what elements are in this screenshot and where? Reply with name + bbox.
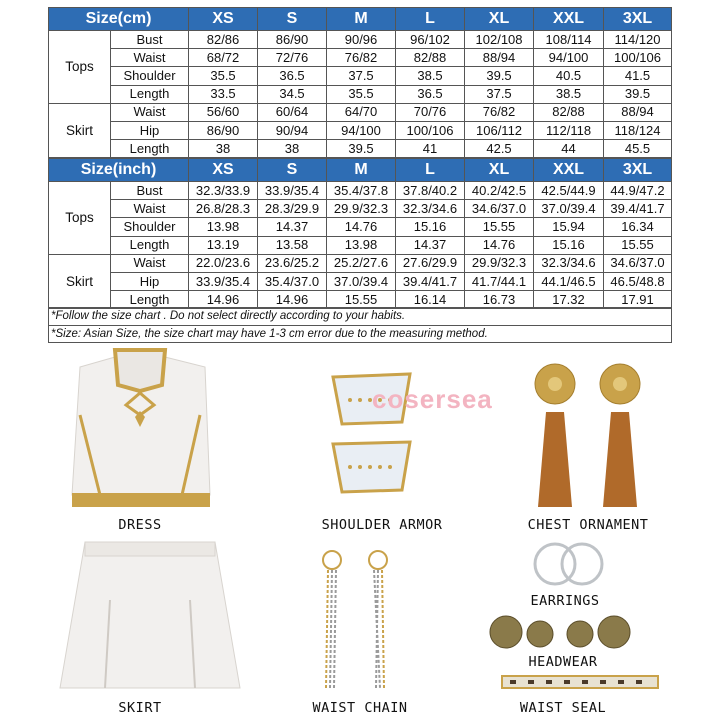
size-notes [48, 307, 672, 343]
value-cell: 38.5 [396, 67, 465, 85]
value-cell: 29.9/32.3 [465, 254, 534, 272]
value-cell: 37.8/40.2 [396, 182, 465, 200]
value-cell: 64/70 [327, 103, 396, 121]
value-cell: 76/82 [465, 103, 534, 121]
value-cell: 86/90 [258, 31, 327, 49]
value-cell: 23.6/25.2 [258, 254, 327, 272]
value-cell: 15.55 [465, 218, 534, 236]
item-label-chest-ornament: CHEST ORNAMENT [527, 517, 649, 533]
value-cell: 35.5 [327, 85, 396, 103]
item-label-headwear: HEADWEAR [528, 654, 598, 670]
value-cell: 15.16 [534, 236, 604, 254]
value-cell: 17.91 [604, 291, 672, 309]
value-cell: 37.5 [327, 67, 396, 85]
value-cell: 44.9/47.2 [604, 182, 672, 200]
value-cell: 41.5 [604, 67, 672, 85]
table-row [49, 200, 672, 218]
value-cell: 56/60 [189, 103, 258, 121]
value-cell: 32.3/34.6 [534, 254, 604, 272]
value-cell: 34.6/37.0 [465, 200, 534, 218]
measure-label-cell: Length [111, 140, 189, 158]
value-cell: 100/106 [396, 121, 465, 139]
value-cell: 16.34 [604, 218, 672, 236]
value-cell: 25.2/27.6 [327, 254, 396, 272]
header-size-cell: S [258, 8, 327, 31]
value-cell: 42.5/44.9 [534, 182, 604, 200]
value-cell: 14.96 [258, 291, 327, 309]
item-label-shoulder-armor: SHOULDER ARMOR [321, 517, 443, 533]
value-cell: 16.14 [396, 291, 465, 309]
header-unit-cell: Size(cm) [49, 8, 189, 31]
value-cell: 40.5 [534, 67, 604, 85]
value-cell: 88/94 [604, 103, 672, 121]
table-row [49, 272, 672, 290]
table-header-row [49, 159, 672, 182]
value-cell: 44 [534, 140, 604, 158]
value-cell: 39.5 [327, 140, 396, 158]
value-cell: 114/120 [604, 31, 672, 49]
value-cell: 94/100 [534, 49, 604, 67]
value-cell: 45.5 [604, 140, 672, 158]
value-cell: 41.7/44.1 [465, 272, 534, 290]
value-cell: 29.9/32.3 [327, 200, 396, 218]
value-cell: 39.5 [465, 67, 534, 85]
value-cell: 94/100 [327, 121, 396, 139]
value-cell: 82/86 [189, 31, 258, 49]
header-size-cell: M [327, 159, 396, 182]
item-label-skirt: SKIRT [118, 700, 162, 716]
value-cell: 86/90 [189, 121, 258, 139]
value-cell: 32.3/33.9 [189, 182, 258, 200]
header-size-cell: XS [189, 159, 258, 182]
header-size-cell: 3XL [604, 8, 672, 31]
skirt-image [50, 540, 250, 695]
table-row [49, 31, 672, 49]
header-size-cell: XXL [534, 159, 604, 182]
value-cell: 36.5 [396, 85, 465, 103]
size-table-inch [48, 158, 672, 309]
header-size-cell: S [258, 159, 327, 182]
value-cell: 36.5 [258, 67, 327, 85]
measure-label-cell: Waist [111, 200, 189, 218]
table-row [49, 121, 672, 139]
value-cell: 17.32 [534, 291, 604, 309]
value-cell: 22.0/23.6 [189, 254, 258, 272]
measure-label-cell: Waist [111, 49, 189, 67]
header-size-cell: 3XL [604, 159, 672, 182]
table-row [49, 218, 672, 236]
header-size-cell: XXL [534, 8, 604, 31]
value-cell: 34.5 [258, 85, 327, 103]
value-cell: 40.2/42.5 [465, 182, 534, 200]
value-cell: 96/102 [396, 31, 465, 49]
measure-label-cell: Bust [111, 31, 189, 49]
value-cell: 15.55 [604, 236, 672, 254]
value-cell: 38 [189, 140, 258, 158]
measure-label-cell: Hip [111, 272, 189, 290]
dress-image [60, 345, 220, 510]
value-cell: 14.37 [258, 218, 327, 236]
value-cell: 37.0/39.4 [327, 272, 396, 290]
table-row [49, 103, 672, 121]
value-cell: 70/76 [396, 103, 465, 121]
waist-seal-image [500, 672, 660, 692]
chest-ornament-image [520, 362, 660, 512]
note-line: *Size: Asian Size, the size chart may have 1-3 cm error due to the measuring method. [51, 327, 488, 340]
value-cell: 108/114 [534, 31, 604, 49]
size-table-cm [48, 7, 672, 158]
value-cell: 88/94 [465, 49, 534, 67]
value-cell: 72/76 [258, 49, 327, 67]
item-label-waist-seal: WAIST SEAL [519, 700, 607, 716]
header-size-cell: M [327, 8, 396, 31]
value-cell: 39.4/41.7 [604, 200, 672, 218]
value-cell: 14.76 [327, 218, 396, 236]
value-cell: 44.1/46.5 [534, 272, 604, 290]
value-cell: 38 [258, 140, 327, 158]
value-cell: 39.5 [604, 85, 672, 103]
header-size-cell: XL [465, 159, 534, 182]
header-size-cell: L [396, 8, 465, 31]
value-cell: 106/112 [465, 121, 534, 139]
measure-label-cell: Shoulder [111, 218, 189, 236]
header-unit-cell: Size(inch) [49, 159, 189, 182]
measure-label-cell: Length [111, 291, 189, 309]
value-cell: 37.5 [465, 85, 534, 103]
value-cell: 34.6/37.0 [604, 254, 672, 272]
value-cell: 15.16 [396, 218, 465, 236]
header-size-cell: XS [189, 8, 258, 31]
measure-label-cell: Shoulder [111, 67, 189, 85]
group-label-cell: Skirt [49, 103, 111, 158]
value-cell: 13.98 [327, 236, 396, 254]
value-cell: 13.19 [189, 236, 258, 254]
value-cell: 90/94 [258, 121, 327, 139]
group-label-cell: Skirt [49, 254, 111, 309]
value-cell: 14.96 [189, 291, 258, 309]
header-size-cell: XL [465, 8, 534, 31]
waist-chain-image [318, 548, 398, 696]
value-cell: 13.58 [258, 236, 327, 254]
measure-label-cell: Hip [111, 121, 189, 139]
value-cell: 37.0/39.4 [534, 200, 604, 218]
value-cell: 100/106 [604, 49, 672, 67]
value-cell: 41 [396, 140, 465, 158]
value-cell: 14.37 [396, 236, 465, 254]
table-row [49, 236, 672, 254]
table-row [49, 182, 672, 200]
value-cell: 42.5 [465, 140, 534, 158]
value-cell: 28.3/29.9 [258, 200, 327, 218]
value-cell: 14.76 [465, 236, 534, 254]
measure-label-cell: Length [111, 236, 189, 254]
value-cell: 38.5 [534, 85, 604, 103]
header-size-cell: L [396, 159, 465, 182]
measure-label-cell: Waist [111, 254, 189, 272]
group-label-cell: Tops [49, 182, 111, 255]
value-cell: 13.98 [189, 218, 258, 236]
value-cell: 39.4/41.7 [396, 272, 465, 290]
headwear-image [488, 610, 638, 655]
group-label-cell: Tops [49, 31, 111, 104]
watermark: cosersea [372, 384, 493, 414]
value-cell: 68/72 [189, 49, 258, 67]
value-cell: 102/108 [465, 31, 534, 49]
earrings-image [530, 538, 610, 593]
table-row [49, 85, 672, 103]
value-cell: 15.94 [534, 218, 604, 236]
value-cell: 16.73 [465, 291, 534, 309]
value-cell: 26.8/28.3 [189, 200, 258, 218]
table-row [49, 140, 672, 158]
item-label-earrings: EARRINGS [530, 593, 600, 609]
measure-label-cell: Bust [111, 182, 189, 200]
value-cell: 35.5 [189, 67, 258, 85]
table-row [49, 49, 672, 67]
value-cell: 33.9/35.4 [258, 182, 327, 200]
table-row [49, 67, 672, 85]
value-cell: 35.4/37.0 [258, 272, 327, 290]
value-cell: 76/82 [327, 49, 396, 67]
value-cell: 33.9/35.4 [189, 272, 258, 290]
table-row [49, 254, 672, 272]
measure-label-cell: Length [111, 85, 189, 103]
value-cell: 90/96 [327, 31, 396, 49]
value-cell: 118/124 [604, 121, 672, 139]
value-cell: 27.6/29.9 [396, 254, 465, 272]
item-label-dress: DRESS [118, 517, 162, 533]
value-cell: 15.55 [327, 291, 396, 309]
value-cell: 46.5/48.8 [604, 272, 672, 290]
note-line: *Follow the size chart . Do not select directly according to your habits. [49, 308, 671, 326]
value-cell: 33.5 [189, 85, 258, 103]
value-cell: 112/118 [534, 121, 604, 139]
value-cell: 32.3/34.6 [396, 200, 465, 218]
value-cell: 82/88 [534, 103, 604, 121]
value-cell: 82/88 [396, 49, 465, 67]
measure-label-cell: Waist [111, 103, 189, 121]
item-label-waist-chain: WAIST CHAIN [312, 700, 408, 716]
value-cell: 35.4/37.8 [327, 182, 396, 200]
value-cell: 60/64 [258, 103, 327, 121]
table-header-row [49, 8, 672, 31]
